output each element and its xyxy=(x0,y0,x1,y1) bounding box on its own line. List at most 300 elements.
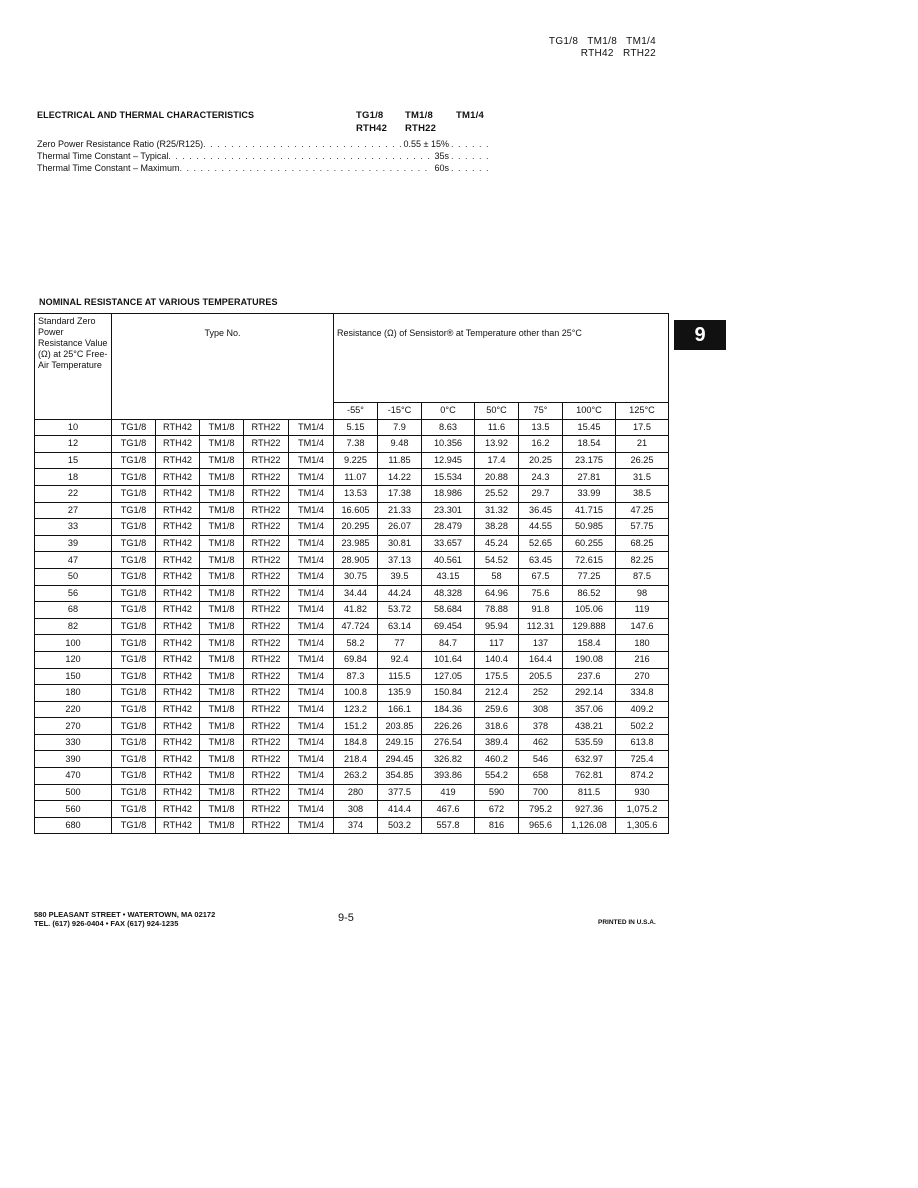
resistance-value-cell: 87.5 xyxy=(616,568,669,585)
type-cell: RTH42 xyxy=(156,801,200,818)
type-cell: TM1/8 xyxy=(200,751,244,768)
resistance-value-cell: 13.5 xyxy=(519,419,563,436)
resistance-value-cell: 20.88 xyxy=(475,469,519,486)
type-cell: TM1/4 xyxy=(289,469,334,486)
type-cell: RTH42 xyxy=(156,768,200,785)
type-cell: TM1/8 xyxy=(200,768,244,785)
std-resistance-cell: 330 xyxy=(35,734,112,751)
type-cell: TM1/8 xyxy=(200,817,244,834)
resistance-value-cell: 31.32 xyxy=(475,502,519,519)
type-cell: TM1/4 xyxy=(289,817,334,834)
type-cell: RTH22 xyxy=(244,568,289,585)
temp-header: -15°C xyxy=(378,403,422,420)
resistance-value-cell: 13.92 xyxy=(475,436,519,453)
type-cell: RTH42 xyxy=(156,635,200,652)
resistance-value-cell: 672 xyxy=(475,801,519,818)
section-tab: 9 xyxy=(674,320,726,350)
table-row xyxy=(35,519,669,536)
leader-dots xyxy=(451,150,489,162)
type-cell: TM1/4 xyxy=(289,751,334,768)
type-cell: TG1/8 xyxy=(112,452,156,469)
resistance-value-cell: 237.6 xyxy=(563,668,616,685)
resistance-value-cell: 1,305.6 xyxy=(616,817,669,834)
resistance-value-cell: 965.6 xyxy=(519,817,563,834)
type-header xyxy=(112,314,334,420)
type-cell: TM1/8 xyxy=(200,485,244,502)
resistance-value-cell: 203.85 xyxy=(378,718,422,735)
type-cell: TM1/8 xyxy=(200,635,244,652)
resistance-value-cell: 34.44 xyxy=(334,585,378,602)
resistance-value-cell: 87.3 xyxy=(334,668,378,685)
resistance-value-cell: 63.14 xyxy=(378,618,422,635)
resistance-value-cell: 100.8 xyxy=(334,685,378,702)
resistance-value-cell: 419 xyxy=(422,784,475,801)
table-row xyxy=(35,469,669,486)
resistance-value-cell: 26.07 xyxy=(378,519,422,536)
resistance-value-cell: 86.52 xyxy=(563,585,616,602)
type-cell: RTH22 xyxy=(244,768,289,785)
type-cell: RTH22 xyxy=(244,618,289,635)
table-row xyxy=(35,784,669,801)
resistance-value-cell: 60.255 xyxy=(563,535,616,552)
std-resistance-cell: 68 xyxy=(35,602,112,619)
table-row xyxy=(35,768,669,785)
spec-value: 60s xyxy=(434,163,449,173)
leader-dots xyxy=(168,150,432,162)
resistance-value-cell: 63.45 xyxy=(519,552,563,569)
page-number: 9-5 xyxy=(338,912,354,924)
table-header-row xyxy=(35,314,669,403)
resistance-value-cell: 10.356 xyxy=(422,436,475,453)
resistance-value-cell: 18.986 xyxy=(422,485,475,502)
type-cell: TM1/4 xyxy=(289,519,334,536)
table-row xyxy=(35,734,669,751)
table-row xyxy=(35,635,669,652)
type-cell: TG1/8 xyxy=(112,436,156,453)
type-cell: TM1/4 xyxy=(289,502,334,519)
resistance-value-cell: 52.65 xyxy=(519,535,563,552)
spec-value: 35s xyxy=(434,151,449,161)
std-resistance-cell: 50 xyxy=(35,568,112,585)
resistance-value-cell: 280 xyxy=(334,784,378,801)
resistance-value-cell: 135.9 xyxy=(378,685,422,702)
resistance-value-cell: 535.59 xyxy=(563,734,616,751)
resistance-value-cell: 393.86 xyxy=(422,768,475,785)
type-cell: RTH22 xyxy=(244,635,289,652)
type-cell: TG1/8 xyxy=(112,685,156,702)
std-resistance-cell: 100 xyxy=(35,635,112,652)
resistance-value-cell: 17.38 xyxy=(378,485,422,502)
resistance-value-cell: 308 xyxy=(519,701,563,718)
type-cell: RTH42 xyxy=(156,568,200,585)
std-resistance-cell: 82 xyxy=(35,618,112,635)
type-cell: TG1/8 xyxy=(112,419,156,436)
type-cell: TM1/4 xyxy=(289,718,334,735)
table-row xyxy=(35,419,669,436)
electrical-model-tg18: TG1/8 xyxy=(356,110,384,121)
type-cell: TM1/4 xyxy=(289,436,334,453)
type-cell: TG1/8 xyxy=(112,701,156,718)
resistance-value-cell: 147.6 xyxy=(616,618,669,635)
resistance-value-cell: 8.63 xyxy=(422,419,475,436)
resistance-value-cell: 632.97 xyxy=(563,751,616,768)
resistance-value-cell: 151.2 xyxy=(334,718,378,735)
resistance-value-cell: 762.81 xyxy=(563,768,616,785)
type-cell: RTH42 xyxy=(156,419,200,436)
type-cell: RTH22 xyxy=(244,651,289,668)
type-cell: TG1/8 xyxy=(112,602,156,619)
type-cell: TM1/4 xyxy=(289,485,334,502)
resistance-value-cell: 318.6 xyxy=(475,718,519,735)
type-cell: RTH22 xyxy=(244,585,289,602)
std-resistance-header: Standard Zero Power Resistance Value (Ω) at 25°C Free-Air Temperature xyxy=(35,314,112,420)
resistance-value-cell: 20.295 xyxy=(334,519,378,536)
resistance-value-cell: 27.81 xyxy=(563,469,616,486)
spec-label: Thermal Time Constant – Typical xyxy=(37,151,169,161)
type-cell: RTH42 xyxy=(156,685,200,702)
std-resistance-cell: 390 xyxy=(35,751,112,768)
resistance-value-cell: 308 xyxy=(334,801,378,818)
resistance-value-cell: 28.905 xyxy=(334,552,378,569)
type-cell: TM1/8 xyxy=(200,436,244,453)
type-cell: RTH42 xyxy=(156,436,200,453)
resistance-value-cell: 725.4 xyxy=(616,751,669,768)
electrical-section-title: ELECTRICAL AND THERMAL CHARACTERISTICS xyxy=(37,110,255,120)
resistance-value-cell: 795.2 xyxy=(519,801,563,818)
resistance-value-cell: 127.05 xyxy=(422,668,475,685)
resistance-value-cell: 816 xyxy=(475,817,519,834)
type-cell: RTH42 xyxy=(156,552,200,569)
type-cell: TG1/8 xyxy=(112,768,156,785)
type-cell: TM1/8 xyxy=(200,701,244,718)
resistance-value-cell: 68.25 xyxy=(616,535,669,552)
resistance-value-cell: 72.615 xyxy=(563,552,616,569)
type-cell: RTH22 xyxy=(244,734,289,751)
std-resistance-cell: 470 xyxy=(35,768,112,785)
header-models-line2: RTH42 RTH22 xyxy=(580,48,656,59)
footer-address-line2: TEL. (617) 926-0404 • FAX (617) 924-1235 xyxy=(34,919,179,928)
resistance-value-cell: 326.82 xyxy=(422,751,475,768)
resistance-value-cell: 91.8 xyxy=(519,602,563,619)
resistance-value-cell: 226.26 xyxy=(422,718,475,735)
type-cell: TG1/8 xyxy=(112,519,156,536)
resistance-value-cell: 554.2 xyxy=(475,768,519,785)
temp-header: -55° xyxy=(334,403,378,420)
resistance-value-cell: 184.8 xyxy=(334,734,378,751)
resistance-value-cell: 38.28 xyxy=(475,519,519,536)
resistance-value-cell: 57.75 xyxy=(616,519,669,536)
resistance-value-cell: 502.2 xyxy=(616,718,669,735)
std-resistance-cell: 560 xyxy=(35,801,112,818)
resistance-value-cell: 166.1 xyxy=(378,701,422,718)
resistance-value-cell: 874.2 xyxy=(616,768,669,785)
resistance-value-cell: 58 xyxy=(475,568,519,585)
type-cell: TM1/8 xyxy=(200,784,244,801)
resistance-value-cell: 28.479 xyxy=(422,519,475,536)
resistance-value-cell: 20.25 xyxy=(519,452,563,469)
resistance-value-cell: 270 xyxy=(616,668,669,685)
temp-header: 125°C xyxy=(616,403,669,420)
resistance-value-cell: 112.31 xyxy=(519,618,563,635)
type-cell: RTH22 xyxy=(244,685,289,702)
type-cell: TM1/4 xyxy=(289,568,334,585)
resistance-value-cell: 212.4 xyxy=(475,685,519,702)
leader-dots xyxy=(180,162,433,174)
resistance-value-cell: 150.84 xyxy=(422,685,475,702)
resistance-value-cell: 15.45 xyxy=(563,419,616,436)
resistance-value-cell: 25.52 xyxy=(475,485,519,502)
resistance-value-cell: 123.2 xyxy=(334,701,378,718)
resistance-value-cell: 140.4 xyxy=(475,651,519,668)
type-cell: TM1/4 xyxy=(289,701,334,718)
type-cell: TM1/8 xyxy=(200,718,244,735)
std-resistance-cell: 18 xyxy=(35,469,112,486)
resistance-value-cell: 438.21 xyxy=(563,718,616,735)
electrical-model-rth42: RTH42 xyxy=(356,123,388,134)
type-cell: TG1/8 xyxy=(112,618,156,635)
header-models-line1: TG1/8 TM1/8 TM1/4 xyxy=(548,36,656,47)
resistance-value-cell: 700 xyxy=(519,784,563,801)
type-cell: TG1/8 xyxy=(112,568,156,585)
resistance-value-cell: 84.7 xyxy=(422,635,475,652)
std-resistance-cell: 39 xyxy=(35,535,112,552)
std-resistance-cell: 12 xyxy=(35,436,112,453)
resistance-value-cell: 9.225 xyxy=(334,452,378,469)
std-resistance-cell: 180 xyxy=(35,685,112,702)
std-resistance-cell: 500 xyxy=(35,784,112,801)
resistance-value-cell: 7.9 xyxy=(378,419,422,436)
resistance-value-cell: 47.724 xyxy=(334,618,378,635)
type-cell: RTH22 xyxy=(244,668,289,685)
type-cell: TG1/8 xyxy=(112,751,156,768)
electrical-model-rth22: RTH22 xyxy=(405,123,437,134)
leader-dots xyxy=(451,138,489,150)
type-cell: TG1/8 xyxy=(112,585,156,602)
type-cell: RTH42 xyxy=(156,585,200,602)
footer-address xyxy=(34,910,215,928)
resistance-value-cell: 40.561 xyxy=(422,552,475,569)
resistance-value-cell: 54.52 xyxy=(475,552,519,569)
type-cell: TM1/4 xyxy=(289,668,334,685)
table-row xyxy=(35,618,669,635)
resistance-value-cell: 64.96 xyxy=(475,585,519,602)
type-cell: RTH22 xyxy=(244,701,289,718)
type-cell: RTH42 xyxy=(156,519,200,536)
type-cell: TG1/8 xyxy=(112,784,156,801)
resistance-value-cell: 38.5 xyxy=(616,485,669,502)
table-row xyxy=(35,602,669,619)
leader-dots xyxy=(451,162,489,174)
type-cell: TM1/8 xyxy=(200,452,244,469)
table-row xyxy=(35,436,669,453)
type-cell: TM1/4 xyxy=(289,535,334,552)
resistance-value-cell: 48.328 xyxy=(422,585,475,602)
resistance-value-cell: 129.888 xyxy=(563,618,616,635)
resistance-value-cell: 92.4 xyxy=(378,651,422,668)
resistance-value-cell: 15.534 xyxy=(422,469,475,486)
resistance-value-cell: 205.5 xyxy=(519,668,563,685)
resistance-value-cell: 16.2 xyxy=(519,436,563,453)
type-cell: TM1/8 xyxy=(200,668,244,685)
std-resistance-cell: 27 xyxy=(35,502,112,519)
temp-header: 0°C xyxy=(422,403,475,420)
resistance-value-cell: 78.88 xyxy=(475,602,519,619)
resistance-value-cell: 1,126.08 xyxy=(563,817,616,834)
resistance-value-cell: 95.94 xyxy=(475,618,519,635)
type-cell: RTH42 xyxy=(156,602,200,619)
resistance-value-cell: 613.8 xyxy=(616,734,669,751)
resistance-value-cell: 263.2 xyxy=(334,768,378,785)
nominal-resistance-table xyxy=(34,313,669,834)
resistance-value-cell: 31.5 xyxy=(616,469,669,486)
resistance-value-cell: 30.81 xyxy=(378,535,422,552)
spec-row-time-constant-typical xyxy=(37,150,489,162)
type-cell: TM1/8 xyxy=(200,734,244,751)
resistance-value-cell: 117 xyxy=(475,635,519,652)
resistance-value-cell: 98 xyxy=(616,585,669,602)
resistance-value-cell: 811.5 xyxy=(563,784,616,801)
type-cell: RTH42 xyxy=(156,668,200,685)
resistance-value-cell: 190.08 xyxy=(563,651,616,668)
resistance-value-cell: 47.25 xyxy=(616,502,669,519)
table-row xyxy=(35,502,669,519)
resistance-value-cell: 357.06 xyxy=(563,701,616,718)
resistance-value-cell: 115.5 xyxy=(378,668,422,685)
resistance-value-cell: 23.985 xyxy=(334,535,378,552)
type-cell: TG1/8 xyxy=(112,801,156,818)
type-cell: RTH42 xyxy=(156,452,200,469)
resistance-value-cell: 216 xyxy=(616,651,669,668)
type-cell: TG1/8 xyxy=(112,635,156,652)
electrical-spec-list xyxy=(37,138,489,174)
resistance-value-cell: 23.175 xyxy=(563,452,616,469)
resistance-value-cell: 180 xyxy=(616,635,669,652)
resistance-value-cell: 11.85 xyxy=(378,452,422,469)
resistance-value-cell: 24.3 xyxy=(519,469,563,486)
std-resistance-cell: 680 xyxy=(35,817,112,834)
electrical-model-tm18: TM1/8 xyxy=(405,110,433,121)
resistance-value-cell: 17.5 xyxy=(616,419,669,436)
type-header-label: Type No. xyxy=(204,328,241,338)
type-cell: RTH42 xyxy=(156,734,200,751)
type-cell: TM1/4 xyxy=(289,452,334,469)
resistance-value-cell: 33.99 xyxy=(563,485,616,502)
resistance-value-cell: 460.2 xyxy=(475,751,519,768)
table-row xyxy=(35,651,669,668)
table-row xyxy=(35,701,669,718)
resistance-value-cell: 26.25 xyxy=(616,452,669,469)
type-cell: TM1/8 xyxy=(200,519,244,536)
resistance-value-cell: 16.605 xyxy=(334,502,378,519)
resistance-value-cell: 58.684 xyxy=(422,602,475,619)
resistance-value-cell: 67.5 xyxy=(519,568,563,585)
type-cell: TM1/8 xyxy=(200,685,244,702)
type-cell: RTH22 xyxy=(244,718,289,735)
resistance-value-cell: 69.84 xyxy=(334,651,378,668)
type-cell: TG1/8 xyxy=(112,734,156,751)
resistance-value-cell: 14.22 xyxy=(378,469,422,486)
type-cell: TM1/8 xyxy=(200,651,244,668)
resistance-value-cell: 378 xyxy=(519,718,563,735)
resistance-value-cell: 462 xyxy=(519,734,563,751)
type-cell: RTH22 xyxy=(244,552,289,569)
resistance-value-cell: 292.14 xyxy=(563,685,616,702)
std-resistance-cell: 270 xyxy=(35,718,112,735)
resistance-value-cell: 105.06 xyxy=(563,602,616,619)
resistance-value-cell: 30.75 xyxy=(334,568,378,585)
table-row xyxy=(35,668,669,685)
type-cell: TG1/8 xyxy=(112,469,156,486)
resistance-value-cell: 658 xyxy=(519,768,563,785)
resistance-value-cell: 33.657 xyxy=(422,535,475,552)
resistance-value-cell: 557.8 xyxy=(422,817,475,834)
resistance-value-cell: 249.15 xyxy=(378,734,422,751)
resistance-value-cell: 252 xyxy=(519,685,563,702)
nominal-section-title: NOMINAL RESISTANCE AT VARIOUS TEMPERATURES xyxy=(39,297,278,307)
resistance-value-cell: 354.85 xyxy=(378,768,422,785)
resistance-header: Resistance (Ω) of Sensistor® at Temperature other than 25°C xyxy=(334,314,669,403)
resistance-value-cell: 389.4 xyxy=(475,734,519,751)
type-cell: RTH22 xyxy=(244,535,289,552)
resistance-value-cell: 50.985 xyxy=(563,519,616,536)
resistance-value-cell: 37.13 xyxy=(378,552,422,569)
resistance-value-cell: 21.33 xyxy=(378,502,422,519)
electrical-model-tm14: TM1/4 xyxy=(456,110,484,121)
type-cell: TM1/8 xyxy=(200,535,244,552)
type-cell: RTH22 xyxy=(244,751,289,768)
resistance-value-cell: 23.301 xyxy=(422,502,475,519)
resistance-value-cell: 294.45 xyxy=(378,751,422,768)
type-cell: TM1/4 xyxy=(289,685,334,702)
type-cell: RTH42 xyxy=(156,469,200,486)
type-cell: RTH22 xyxy=(244,801,289,818)
resistance-value-cell: 374 xyxy=(334,817,378,834)
spec-label: Thermal Time Constant – Maximum xyxy=(37,163,180,173)
type-cell: TM1/8 xyxy=(200,618,244,635)
resistance-value-cell: 5.15 xyxy=(334,419,378,436)
resistance-value-cell: 39.5 xyxy=(378,568,422,585)
resistance-value-cell: 409.2 xyxy=(616,701,669,718)
type-cell: TG1/8 xyxy=(112,651,156,668)
type-cell: TM1/8 xyxy=(200,552,244,569)
std-resistance-cell: 120 xyxy=(35,651,112,668)
type-cell: RTH22 xyxy=(244,419,289,436)
temp-header: 75° xyxy=(519,403,563,420)
type-cell: RTH22 xyxy=(244,519,289,536)
type-cell: RTH42 xyxy=(156,502,200,519)
resistance-value-cell: 41.82 xyxy=(334,602,378,619)
spec-row-time-constant-maximum xyxy=(37,162,489,174)
type-cell: RTH42 xyxy=(156,817,200,834)
type-cell: TG1/8 xyxy=(112,552,156,569)
type-cell: RTH22 xyxy=(244,485,289,502)
type-cell: RTH22 xyxy=(244,602,289,619)
table-row xyxy=(35,485,669,502)
resistance-value-cell: 137 xyxy=(519,635,563,652)
resistance-value-cell: 927.36 xyxy=(563,801,616,818)
type-cell: TG1/8 xyxy=(112,535,156,552)
resistance-value-cell: 36.45 xyxy=(519,502,563,519)
header-model-list xyxy=(549,36,656,60)
resistance-value-cell: 12.945 xyxy=(422,452,475,469)
resistance-value-cell: 41.715 xyxy=(563,502,616,519)
temp-header: 100°C xyxy=(563,403,616,420)
table-row xyxy=(35,552,669,569)
resistance-value-cell: 58.2 xyxy=(334,635,378,652)
resistance-value-cell: 158.4 xyxy=(563,635,616,652)
type-cell: TM1/4 xyxy=(289,635,334,652)
type-cell: TM1/8 xyxy=(200,585,244,602)
